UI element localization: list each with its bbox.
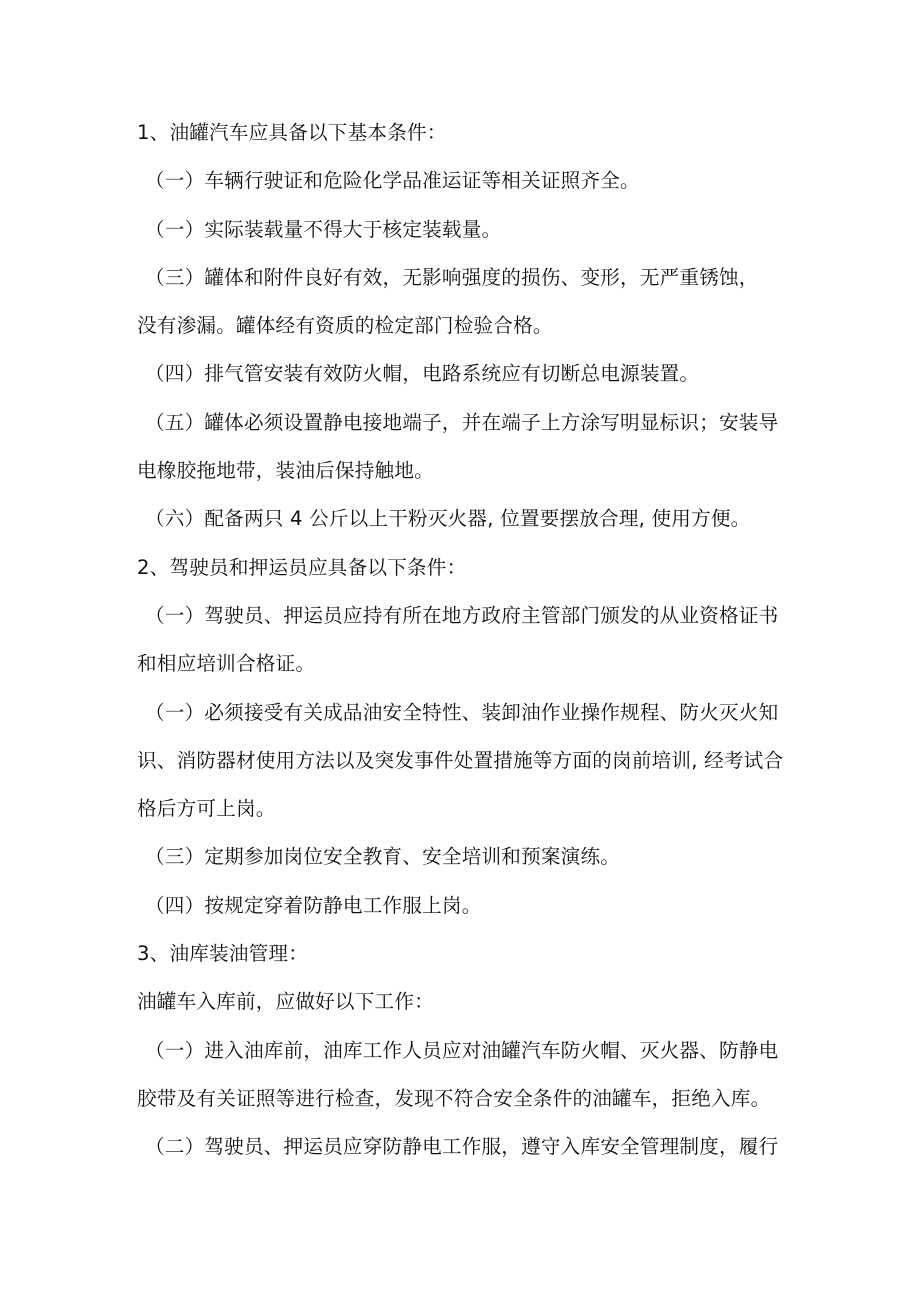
text-line: （二）驾驶员、押运员应穿防静电工作服，遵守入库安全管理制度，履行: [145, 1135, 779, 1159]
document-body: [137, 109, 817, 1172]
text-line: 格后方可上岗。: [137, 797, 276, 821]
text-line: （三）定期参加岗位安全教育、安全培训和预案演练。: [145, 845, 621, 869]
text-line: 和相应培训合格证。: [137, 652, 316, 676]
text-line: 1、油罐汽车应具备以下基本条件：: [137, 121, 447, 144]
text-line: （一）车辆行驶证和危险化学品准运证等相关证照齐全。: [145, 169, 640, 193]
text-line: 2、驾驶员和押运员应具备以下条件：: [137, 555, 467, 579]
text-line: （一）进入油库前，油库工作人员应对油罐汽车防火帽、灭火器、防静电: [145, 1038, 779, 1062]
text-line: （四）按规定穿着防静电工作服上岗。: [145, 893, 482, 917]
text-line: （一）必须接受有关成品油安全特性、装卸油作业操作规程、防火灭火知: [145, 700, 779, 724]
text-line: 电橡胶拖地带，装油后保持触地。: [137, 459, 434, 483]
text-line: 没有渗漏。罐体经有资质的检定部门检验合格。: [137, 314, 553, 338]
text-line: （三）罐体和附件良好有效，无影响强度的损伤、变形，无严重锈蚀，: [145, 265, 759, 289]
text-line: （六）配备两只 4 公斤以上干粉灭火器, 位置要摆放合理, 使用方便。: [145, 507, 751, 531]
text-line: 胶带及有关证照等进行检查，发现不符合安全条件的油罐车，拒绝入库。: [137, 1086, 771, 1110]
text-line: 3、油库装油管理：: [137, 942, 309, 966]
text-line: （一）驾驶员、押运员应持有所在地方政府主管部门颁发的从业资格证书: [145, 603, 779, 627]
text-line: （一）实际装载量不得大于核定装载量。: [145, 217, 502, 241]
text-line: 识、消防器材使用方法以及突发事件处置措施等方面的岗前培训, 经考试合: [137, 748, 784, 772]
text-line: 油罐车入库前，应做好以下工作：: [137, 990, 434, 1014]
text-line: （五）罐体必须设置静电接地端子，并在端子上方涂写明显标识；安装导: [145, 410, 779, 434]
text-line: （四）排气管安装有效防火帽，电路系统应有切断总电源装置。: [145, 362, 700, 386]
